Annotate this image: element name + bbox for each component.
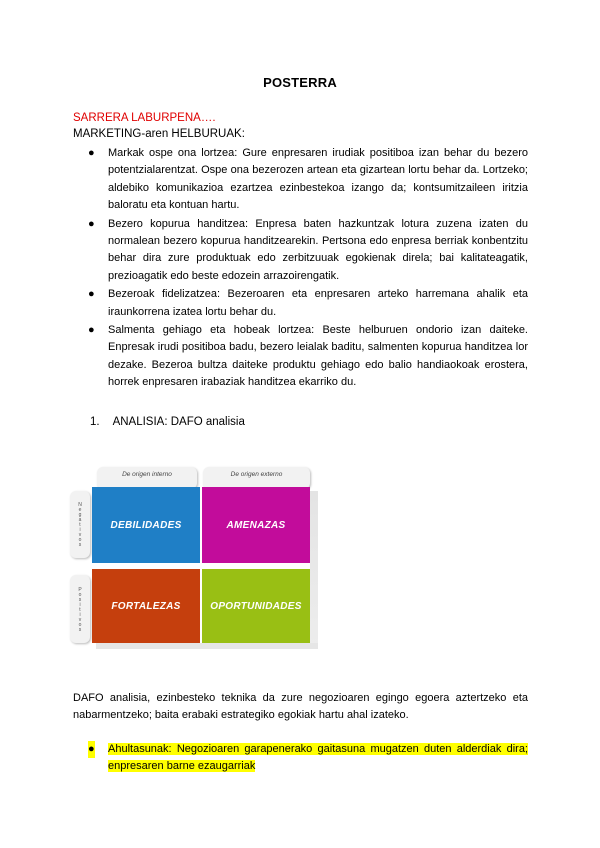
quadrant-fortalezas: FORTALEZAS <box>92 569 200 643</box>
section-number: 1. <box>90 416 100 428</box>
goal-text: Bezeroak fidelizatzea: Bezeroaren eta enpresaren arteko harremana ahalik eta iraunkorrena izatea lortu behar du. <box>108 288 528 318</box>
dafo-matrix <box>70 467 322 651</box>
list-item <box>80 216 528 286</box>
page-title: POSTERRA <box>263 75 337 90</box>
weakness-list <box>80 741 528 777</box>
bullet-icon: ● <box>88 741 95 758</box>
list-item <box>80 741 528 776</box>
side-label-negative: Negativos <box>77 502 83 547</box>
dafo-paragraph: DAFO analisia, ezinbesteko teknika da zure negozioaren egingo egoera aztertzeko eta nabarmentzeko; baita erabaki estrategiko egokiak hartu ahal izateko. <box>73 692 528 722</box>
goal-text: Salmenta gehiago eta hobeak lortzea: Beste helburuen ondorio izan daiteke. Enpresak irudi positiboa badu, bezero leialak baditu, salmenten kopurua handitzea lor dezake. Bezeroa bultza daiteke produktu gehiago edo balio handiaokoak erostera, horrek enpresaren irabaziak handitzea ekarriko du. <box>108 324 528 389</box>
bullet-icon: ● <box>88 288 95 301</box>
tab-internal-origin: De origen interno <box>97 467 197 489</box>
list-item <box>80 286 528 321</box>
quadrant-amenazas: AMENAZAS <box>202 487 310 563</box>
goals-heading: MARKETING-aren HELBURUAK: <box>73 128 245 140</box>
dafo-shadow-bottom <box>96 643 318 649</box>
list-item <box>80 322 528 392</box>
section-label: ANALISIA: DAFO analisia <box>112 416 245 428</box>
intro-heading: SARRERA LABURPENA…. <box>73 112 216 124</box>
bullet-icon: ● <box>88 324 95 337</box>
goal-text: Markak ospe ona lortzea: Gure enpresaren irudiak positiboa izan behar du bezero potentzialarentzat. Ospe ona bezerozen artean eta gizartean lortu behar da. Lortzeko; aldebiko komunikazioa ezartzea ezinbestekoa izango da; kontsumitzaileen iritzia baloratu eta kontuan hartu. <box>108 147 528 212</box>
weakness-text: Ahultasunak: Negozioaren garapenerako gaitasuna mugatzen duten alderdiak dira; enpresaren barne ezaugarriak <box>108 743 528 773</box>
bullet-icon: ● <box>88 147 95 159</box>
bullet-icon: ● <box>88 217 95 230</box>
list-item <box>80 145 528 215</box>
quadrant-oportunidades: OPORTUNIDADES <box>202 569 310 643</box>
tab-positive <box>70 575 90 643</box>
quadrant-debilidades: DEBILIDADES <box>92 487 200 563</box>
dafo-shadow-right <box>310 491 318 647</box>
section-heading <box>90 416 245 428</box>
goals-list <box>80 145 528 393</box>
side-label-positive: Positivos <box>77 586 83 632</box>
goal-text: Bezero kopurua handitzea: Enpresa baten hazkuntzak lotura zuzena izaten du normalean bezero kopurua handitzearekin. Pertsona edo enpresa berriak konbentzitu behar dira zure produktuak edo zerbitzuuak egokienak direla; bai kalitateagatik, prezioagatik edo beste edozein arrazoirengatik. <box>108 217 528 282</box>
tab-negative <box>70 491 90 558</box>
tab-external-origin: De origen externo <box>203 467 310 489</box>
